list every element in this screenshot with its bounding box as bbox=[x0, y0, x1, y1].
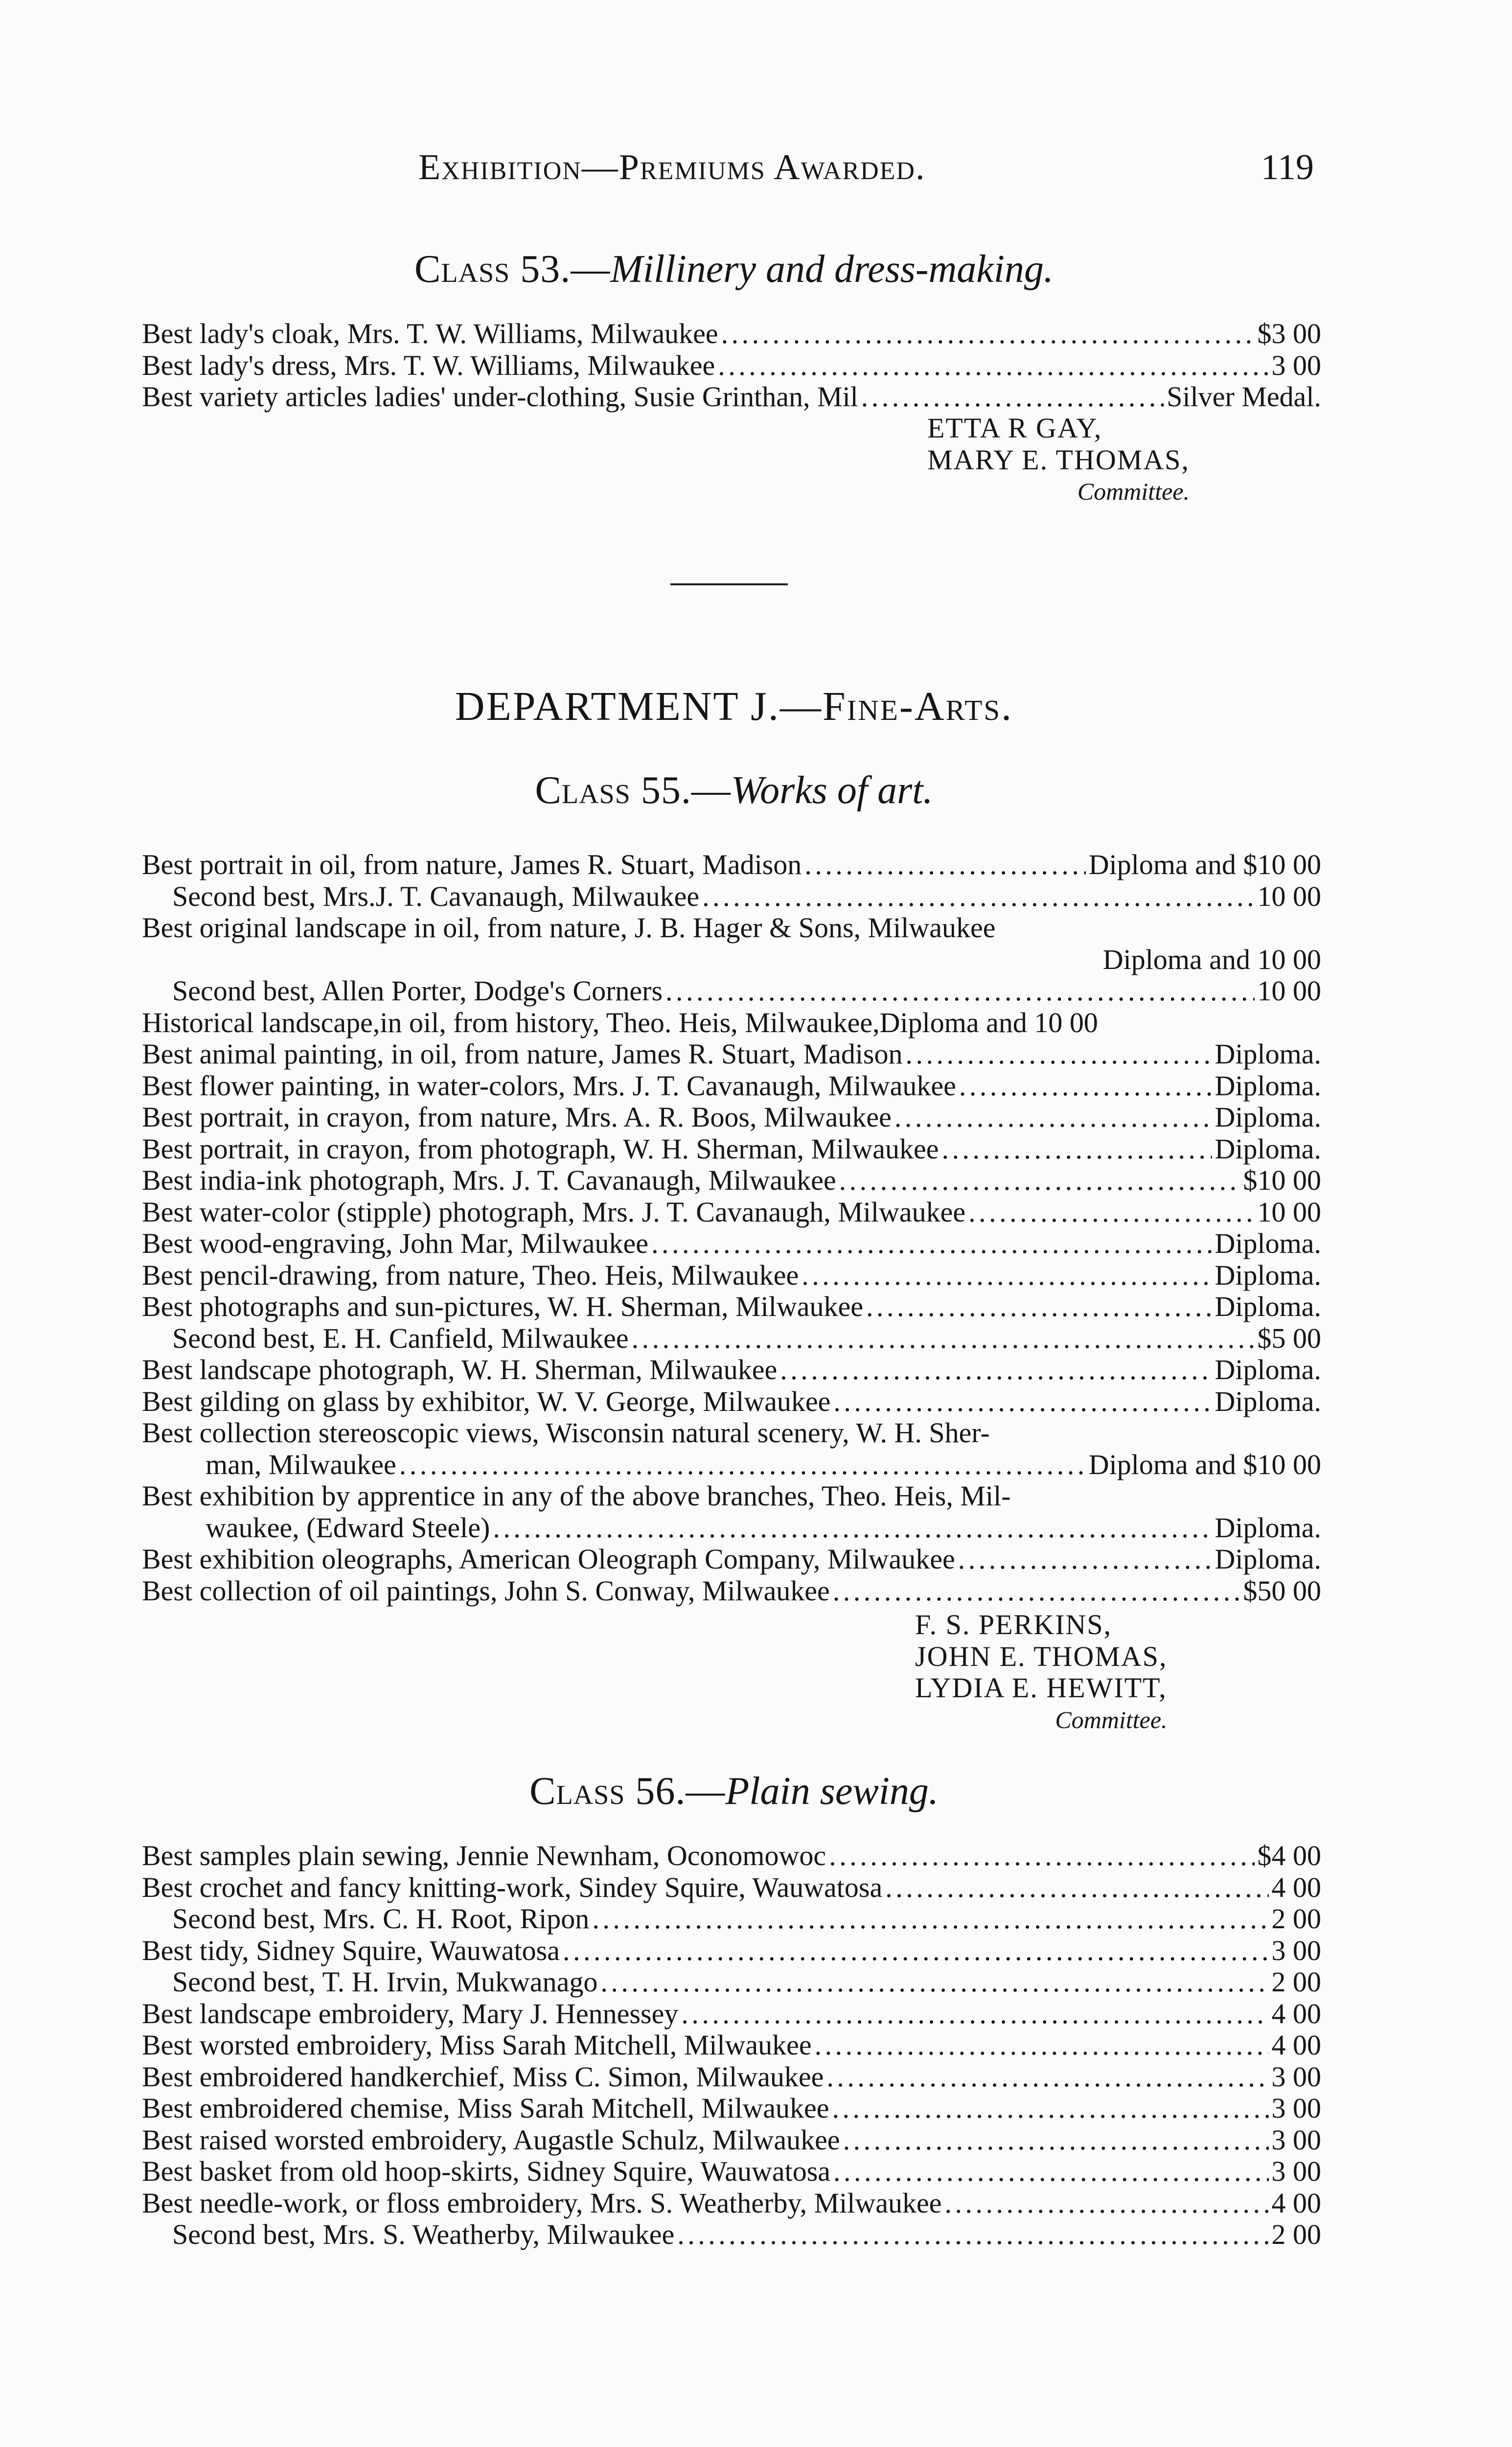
committee-label: Committee. bbox=[1055, 1706, 1168, 1733]
list-item: Best pencil-drawing, from nature, Theo. Heis, Milwaukee . . . Diploma. bbox=[142, 1260, 1321, 1292]
class-55-list bbox=[142, 849, 1321, 1607]
committee-member: ETTA R GAY, bbox=[927, 412, 1102, 444]
list-item: Best tidy, Sidney Squire, Wauwatosa . . . 3 00 bbox=[142, 1935, 1321, 1967]
committee-member: JOHN E. THOMAS, bbox=[915, 1640, 1168, 1672]
section-divider bbox=[670, 583, 788, 585]
list-item: Best photographs and sun-pictures, W. H. Sherman, Milwaukee . . . Diploma. bbox=[142, 1291, 1321, 1323]
list-item: Best exhibition oleographs, American Oleograph Company, Milwaukee . . . Diploma. bbox=[142, 1544, 1321, 1575]
class-55-number: Class 55.— bbox=[535, 769, 731, 812]
list-item: Best india-ink photograph, Mrs. J. T. Cavanaugh, Milwaukee . . . $10 00 bbox=[142, 1165, 1321, 1197]
list-item: Best variety articles ladies' under-clothing, Susie Grinthan, Mil . . . Silver Medal. bbox=[142, 381, 1321, 413]
running-head-title: Exhibition—Premiums Awarded. bbox=[418, 147, 926, 187]
page-number: 119 bbox=[1260, 147, 1314, 187]
list-item: Best landscape embroidery, Mary J. Hennessey . . . 4 00 bbox=[142, 1998, 1321, 2030]
list-item: Historical landscape,in oil, from history, Theo. Heis, Milwaukee,Diploma and 10 00 bbox=[142, 1006, 1098, 1039]
list-item: Best portrait, in crayon, from nature, Mrs. A. R. Boos, Milwaukee . . . Diploma. bbox=[142, 1102, 1321, 1133]
list-item: Best flower painting, in water-colors, Mrs. J. T. Cavanaugh, Milwaukee . . . Diploma. bbox=[142, 1070, 1321, 1102]
committee-member: MARY E. THOMAS, bbox=[927, 443, 1190, 476]
list-item: Best worsted embroidery, Miss Sarah Mitchell, Milwaukee . . . 4 00 bbox=[142, 2030, 1321, 2061]
committee-member: LYDIA E. HEWITT, bbox=[915, 1672, 1167, 1704]
list-item: Best lady's dress, Mrs. T. W. Williams, Milwaukee . . . 3 00 bbox=[142, 350, 1321, 382]
class-56-heading bbox=[142, 1767, 1326, 1816]
list-item: Best original landscape in oil, from nature, J. B. Hager & Sons, Milwaukee bbox=[142, 912, 996, 944]
class-55-heading bbox=[142, 766, 1326, 815]
list-item: Best wood-engraving, John Mar, Milwaukee . . . Diploma. bbox=[142, 1228, 1321, 1260]
list-item: Second best, Mrs. S. Weatherby, Milwaukee . . . 2 00 bbox=[142, 2219, 1321, 2251]
class-53-committee bbox=[927, 413, 1190, 508]
class-53-number: Class 53.— bbox=[414, 248, 611, 291]
class-56-title: Plain sewing. bbox=[725, 1770, 939, 1813]
department-main: DEPARTMENT J.— bbox=[455, 684, 823, 729]
class-56-list bbox=[142, 1840, 1321, 2251]
class-55-title: Works of art. bbox=[731, 769, 933, 812]
list-item: Best portrait in oil, from nature, James R. Stuart, Madison . . . Diploma and $10 00 bbox=[142, 849, 1321, 881]
list-item: man, Milwaukee . . . Diploma and $10 00 bbox=[142, 1449, 1321, 1481]
running-head bbox=[418, 147, 1314, 201]
list-item: waukee, (Edward Steele) . . . Diploma. bbox=[142, 1512, 1321, 1544]
list-item: Second best, Mrs. C. H. Root, Ripon . . . 2 00 bbox=[142, 1903, 1321, 1935]
list-item: Best landscape photograph, W. H. Sherman, Milwaukee . . . Diploma. bbox=[142, 1354, 1321, 1386]
list-item: Second best, Allen Porter, Dodge's Corners . . . 10 00 bbox=[142, 975, 1321, 1007]
list-item: Best crochet and fancy knitting-work, Sindey Squire, Wauwatosa . . . 4 00 bbox=[142, 1872, 1321, 1904]
committee-label: Committee. bbox=[1077, 478, 1190, 505]
list-item: Best animal painting, in oil, from nature, James R. Stuart, Madison . . . Diploma. bbox=[142, 1039, 1321, 1070]
list-item: Best needle-work, or floss embroidery, Mrs. S. Weatherby, Milwaukee . . . 4 00 bbox=[142, 2188, 1321, 2219]
list-item: Best portrait, in crayon, from photograph, W. H. Sherman, Milwaukee . . . Diploma. bbox=[142, 1133, 1321, 1165]
list-item: Best lady's cloak, Mrs. T. W. Williams, Milwaukee . . . $3 00 bbox=[142, 318, 1321, 350]
list-item: Best water-color (stipple) photograph, Mrs. J. T. Cavanaugh, Milwaukee . . . 10 00 bbox=[142, 1197, 1321, 1228]
list-item: Best gilding on glass by exhibitor, W. V. George, Milwaukee . . . Diploma. bbox=[142, 1386, 1321, 1418]
list-item: Best raised worsted embroidery, Augastle Schulz, Milwaukee . . . 3 00 bbox=[142, 2124, 1321, 2156]
list-item: Best basket from old hoop-skirts, Sidney Squire, Wauwatosa . . . 3 00 bbox=[142, 2156, 1321, 2188]
list-item: Second best, T. H. Irvin, Mukwanago . . . 2 00 bbox=[142, 1966, 1321, 1998]
department-heading bbox=[142, 683, 1326, 730]
class-56-number: Class 56.— bbox=[529, 1770, 726, 1813]
class-53-list bbox=[142, 318, 1321, 413]
list-item: Best embroidered chemise, Miss Sarah Mitchell, Milwaukee . . . 3 00 bbox=[142, 2093, 1321, 2124]
list-item: Best samples plain sewing, Jennie Newnham, Oconomowoc . . . $4 00 bbox=[142, 1840, 1321, 1872]
list-item: Second best, Mrs.J. T. Cavanaugh, Milwaukee . . . 10 00 bbox=[142, 881, 1321, 913]
list-item: Best collection stereoscopic views, Wisconsin natural scenery, W. H. Sher- bbox=[142, 1417, 990, 1449]
committee-member: F. S. PERKINS, bbox=[915, 1609, 1112, 1640]
class-53-title: Millinery and dress-making. bbox=[610, 248, 1054, 291]
list-item: Second best, E. H. Canfield, Milwaukee . . . $5 00 bbox=[142, 1323, 1321, 1355]
list-item: Diploma and 10 00 bbox=[1102, 943, 1321, 975]
list-item: Best collection of oil paintings, John S. Conway, Milwaukee . . . $50 00 bbox=[142, 1575, 1321, 1607]
class-53-heading bbox=[142, 245, 1326, 294]
class-55-committee bbox=[915, 1609, 1168, 1735]
list-item: Best exhibition by apprentice in any of the above branches, Theo. Heis, Mil- bbox=[142, 1480, 1011, 1512]
department-sub: Fine-Arts. bbox=[822, 684, 1013, 729]
list-item: Best embroidered handkerchief, Miss C. Simon, Milwaukee . . . 3 00 bbox=[142, 2061, 1321, 2093]
